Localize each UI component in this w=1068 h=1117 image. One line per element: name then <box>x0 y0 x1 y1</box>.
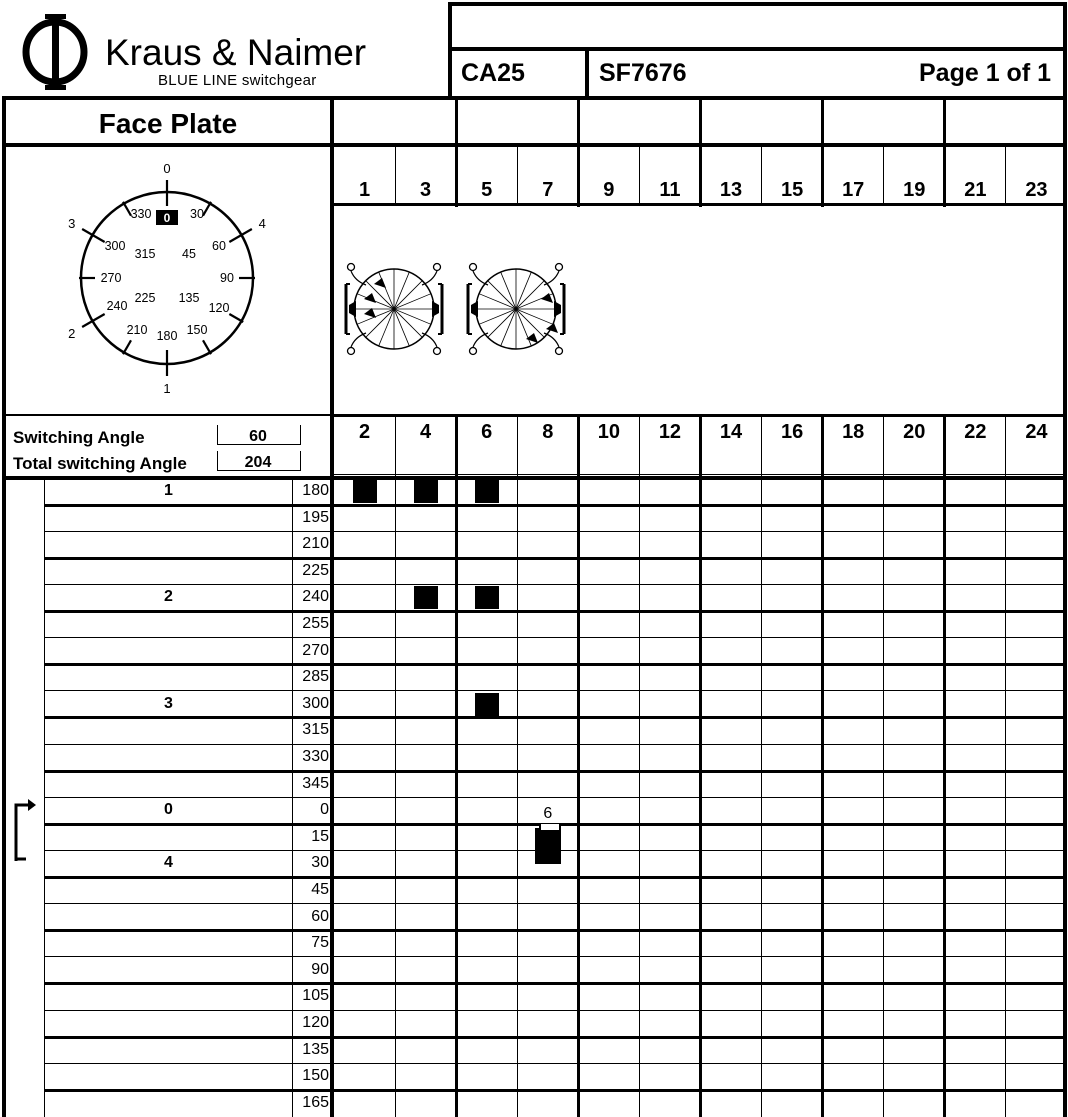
angle-label: 240 <box>302 588 329 606</box>
rule-line <box>44 716 1067 719</box>
contact-closed-mark <box>414 586 438 609</box>
rule-line <box>44 797 1067 798</box>
rule-line <box>44 982 1067 985</box>
dial-angle-label: 270 <box>100 271 122 285</box>
dial-angle-label: 315 <box>134 247 156 261</box>
terminal-number-top: 9 <box>603 179 615 201</box>
rule-line <box>44 531 1067 532</box>
type-code: CA25 <box>461 59 525 87</box>
rule-line <box>44 690 1067 691</box>
brand-tagline: BLUE LINE switchgear <box>158 72 317 89</box>
terminal-number-top: 13 <box>719 179 743 201</box>
rule-line <box>44 663 1067 666</box>
cam-lobe <box>364 308 376 318</box>
terminal-number-bottom: 2 <box>358 421 371 443</box>
rule-line <box>44 903 1067 904</box>
dial-angle-label: 240 <box>106 299 128 313</box>
angle-label: 300 <box>302 694 329 712</box>
contact-tip <box>471 301 478 317</box>
dial-angle-label: 225 <box>134 291 156 305</box>
terminal-number-top: 19 <box>903 179 926 201</box>
terminal-number-bottom: 22 <box>964 421 987 443</box>
dial-angle-label: 210 <box>126 323 148 337</box>
angle-label: 225 <box>302 561 329 579</box>
contact-closed-mark <box>414 480 438 503</box>
angle-label: 210 <box>302 535 329 553</box>
terminal-circle <box>348 264 355 271</box>
rule-line <box>44 637 1067 638</box>
rule-line <box>44 770 1067 773</box>
terminal-number-bottom: 10 <box>597 421 620 443</box>
terminal-circle <box>470 264 477 271</box>
dial-angle-label: 330 <box>130 207 152 221</box>
angle-label: 315 <box>302 721 329 739</box>
angle-label: 0 <box>320 801 329 819</box>
angle-label: 195 <box>302 508 329 526</box>
terminal-circle <box>434 264 441 271</box>
position-label: 3 <box>164 694 173 712</box>
rule-line <box>44 929 1067 932</box>
momentary-contact-mark <box>535 828 561 864</box>
angle-label: 270 <box>302 641 329 659</box>
contact-tip <box>349 301 356 317</box>
contact-tip <box>432 301 439 317</box>
terminal-circle <box>348 348 355 355</box>
page-number: Page 1 of 1 <box>919 59 1051 87</box>
cam-lobe <box>546 323 558 333</box>
total-angle-label: Total switching Angle <box>13 454 187 473</box>
dial-position-label: 0 <box>163 161 171 176</box>
dial-tick <box>229 229 252 242</box>
angle-label: 330 <box>302 748 329 765</box>
terminal-circle <box>470 348 477 355</box>
dial-tick <box>123 340 131 354</box>
dial-angle-label: 150 <box>186 323 208 337</box>
terminal-number-bottom: 12 <box>658 421 682 443</box>
rule-line <box>44 1010 1067 1011</box>
face-plate-dial <box>6 150 330 412</box>
terminal-number-top: 17 <box>842 179 865 201</box>
terminal-number-bottom: 20 <box>903 421 926 443</box>
terminal-number-top: 11 <box>659 179 681 201</box>
terminal-number-top: 1 <box>358 179 371 201</box>
momentary-contact-notch <box>539 824 561 830</box>
cam-lobe <box>374 278 386 288</box>
angle-label: 75 <box>311 934 329 952</box>
phi-logo-icon <box>20 10 90 94</box>
terminal-circle <box>556 348 563 355</box>
dial-tick <box>203 202 211 216</box>
stop-arrow-icon <box>12 797 38 863</box>
brand-name: Kraus & Naimer <box>105 32 367 73</box>
dial-angle-label: 120 <box>208 301 230 315</box>
face-plate-title: Face Plate <box>98 108 238 139</box>
rule-line <box>44 1089 1067 1092</box>
dial-position-label: 1 <box>163 381 171 396</box>
terminal-circle <box>434 348 441 355</box>
position-label: 2 <box>164 588 173 606</box>
dial-tick <box>82 314 105 327</box>
rule-line <box>44 1036 1067 1039</box>
rule-line <box>44 1063 1067 1064</box>
angle-label: 60 <box>311 907 329 925</box>
rule-line <box>44 504 1067 507</box>
angle-label: 165 <box>302 1093 329 1111</box>
rule-line <box>44 956 1067 957</box>
angle-label: 255 <box>302 615 329 632</box>
contact-closed-mark <box>475 586 499 609</box>
terminal-number-top: 5 <box>481 179 493 201</box>
contact-diagram <box>334 206 1067 416</box>
switching-angle-label: Switching Angle <box>13 428 145 447</box>
terminal-number-top: 15 <box>780 179 804 201</box>
position-label: 1 <box>164 482 173 499</box>
angle-label: 135 <box>302 1040 329 1058</box>
contact-closed-mark <box>475 693 499 716</box>
terminal-number-bottom: 14 <box>719 421 743 443</box>
terminal-number-top: 21 <box>964 179 987 201</box>
terminal-number-bottom: 16 <box>780 421 804 443</box>
terminal-number-top: 3 <box>420 179 432 201</box>
terminal-number-top: 23 <box>1025 179 1048 201</box>
dial-tick <box>82 229 105 242</box>
angle-label: 105 <box>302 987 329 1005</box>
terminal-number-bottom: 18 <box>842 421 865 443</box>
dial-angle-label: 135 <box>178 291 200 305</box>
rule-line <box>44 876 1067 879</box>
angle-label: 150 <box>302 1067 329 1085</box>
cam-lobe <box>526 333 538 343</box>
dial-tick <box>229 314 243 322</box>
drawing-number: SF7676 <box>599 59 687 87</box>
dial-angle-label: 90 <box>220 271 234 285</box>
switching-angle-value: 60 <box>249 428 267 445</box>
terminal-circle <box>556 264 563 271</box>
rule-line <box>334 474 1067 475</box>
contact-closed-mark <box>353 480 377 503</box>
dial-position-label: 4 <box>258 216 266 231</box>
dial-angle-label: 300 <box>104 239 126 253</box>
dial-position-label: 2 <box>68 326 76 341</box>
dial-tick <box>203 340 211 354</box>
zero-marker-label: 0 <box>163 211 171 225</box>
angle-label: 90 <box>311 960 329 978</box>
terminal-number-bottom: 8 <box>542 421 554 443</box>
terminal-number-bottom: 4 <box>420 421 432 443</box>
rule-line <box>44 610 1067 613</box>
position-label: 4 <box>164 854 173 872</box>
rule-line <box>2 476 1067 480</box>
contact-tip <box>554 301 561 317</box>
terminal-number-top: 7 <box>542 179 554 201</box>
momentary-label: 6 <box>543 805 553 823</box>
angle-label: 45 <box>311 881 329 898</box>
angle-label: 15 <box>311 827 329 845</box>
dial-angle-label: 45 <box>182 247 196 261</box>
angle-label: 30 <box>311 854 329 872</box>
rule-line <box>44 744 1067 745</box>
dial-angle-label: 180 <box>156 329 178 343</box>
dial-angle-label: 30 <box>190 207 204 221</box>
terminal-number-bottom: 24 <box>1025 421 1048 443</box>
rule-line <box>44 584 1067 585</box>
angle-label: 120 <box>302 1014 329 1031</box>
terminal-number-bottom: 6 <box>481 421 493 443</box>
angle-label: 285 <box>302 668 329 686</box>
total-angle-value: 204 <box>244 454 272 471</box>
position-label: 0 <box>164 801 173 819</box>
dial-position-label: 3 <box>68 216 76 231</box>
cam-lobe <box>364 293 376 303</box>
rule-line <box>44 557 1067 560</box>
dial-angle-label: 60 <box>212 239 226 253</box>
contact-closed-mark <box>475 480 499 503</box>
angle-label: 345 <box>302 774 329 792</box>
angle-label: 180 <box>302 482 329 499</box>
